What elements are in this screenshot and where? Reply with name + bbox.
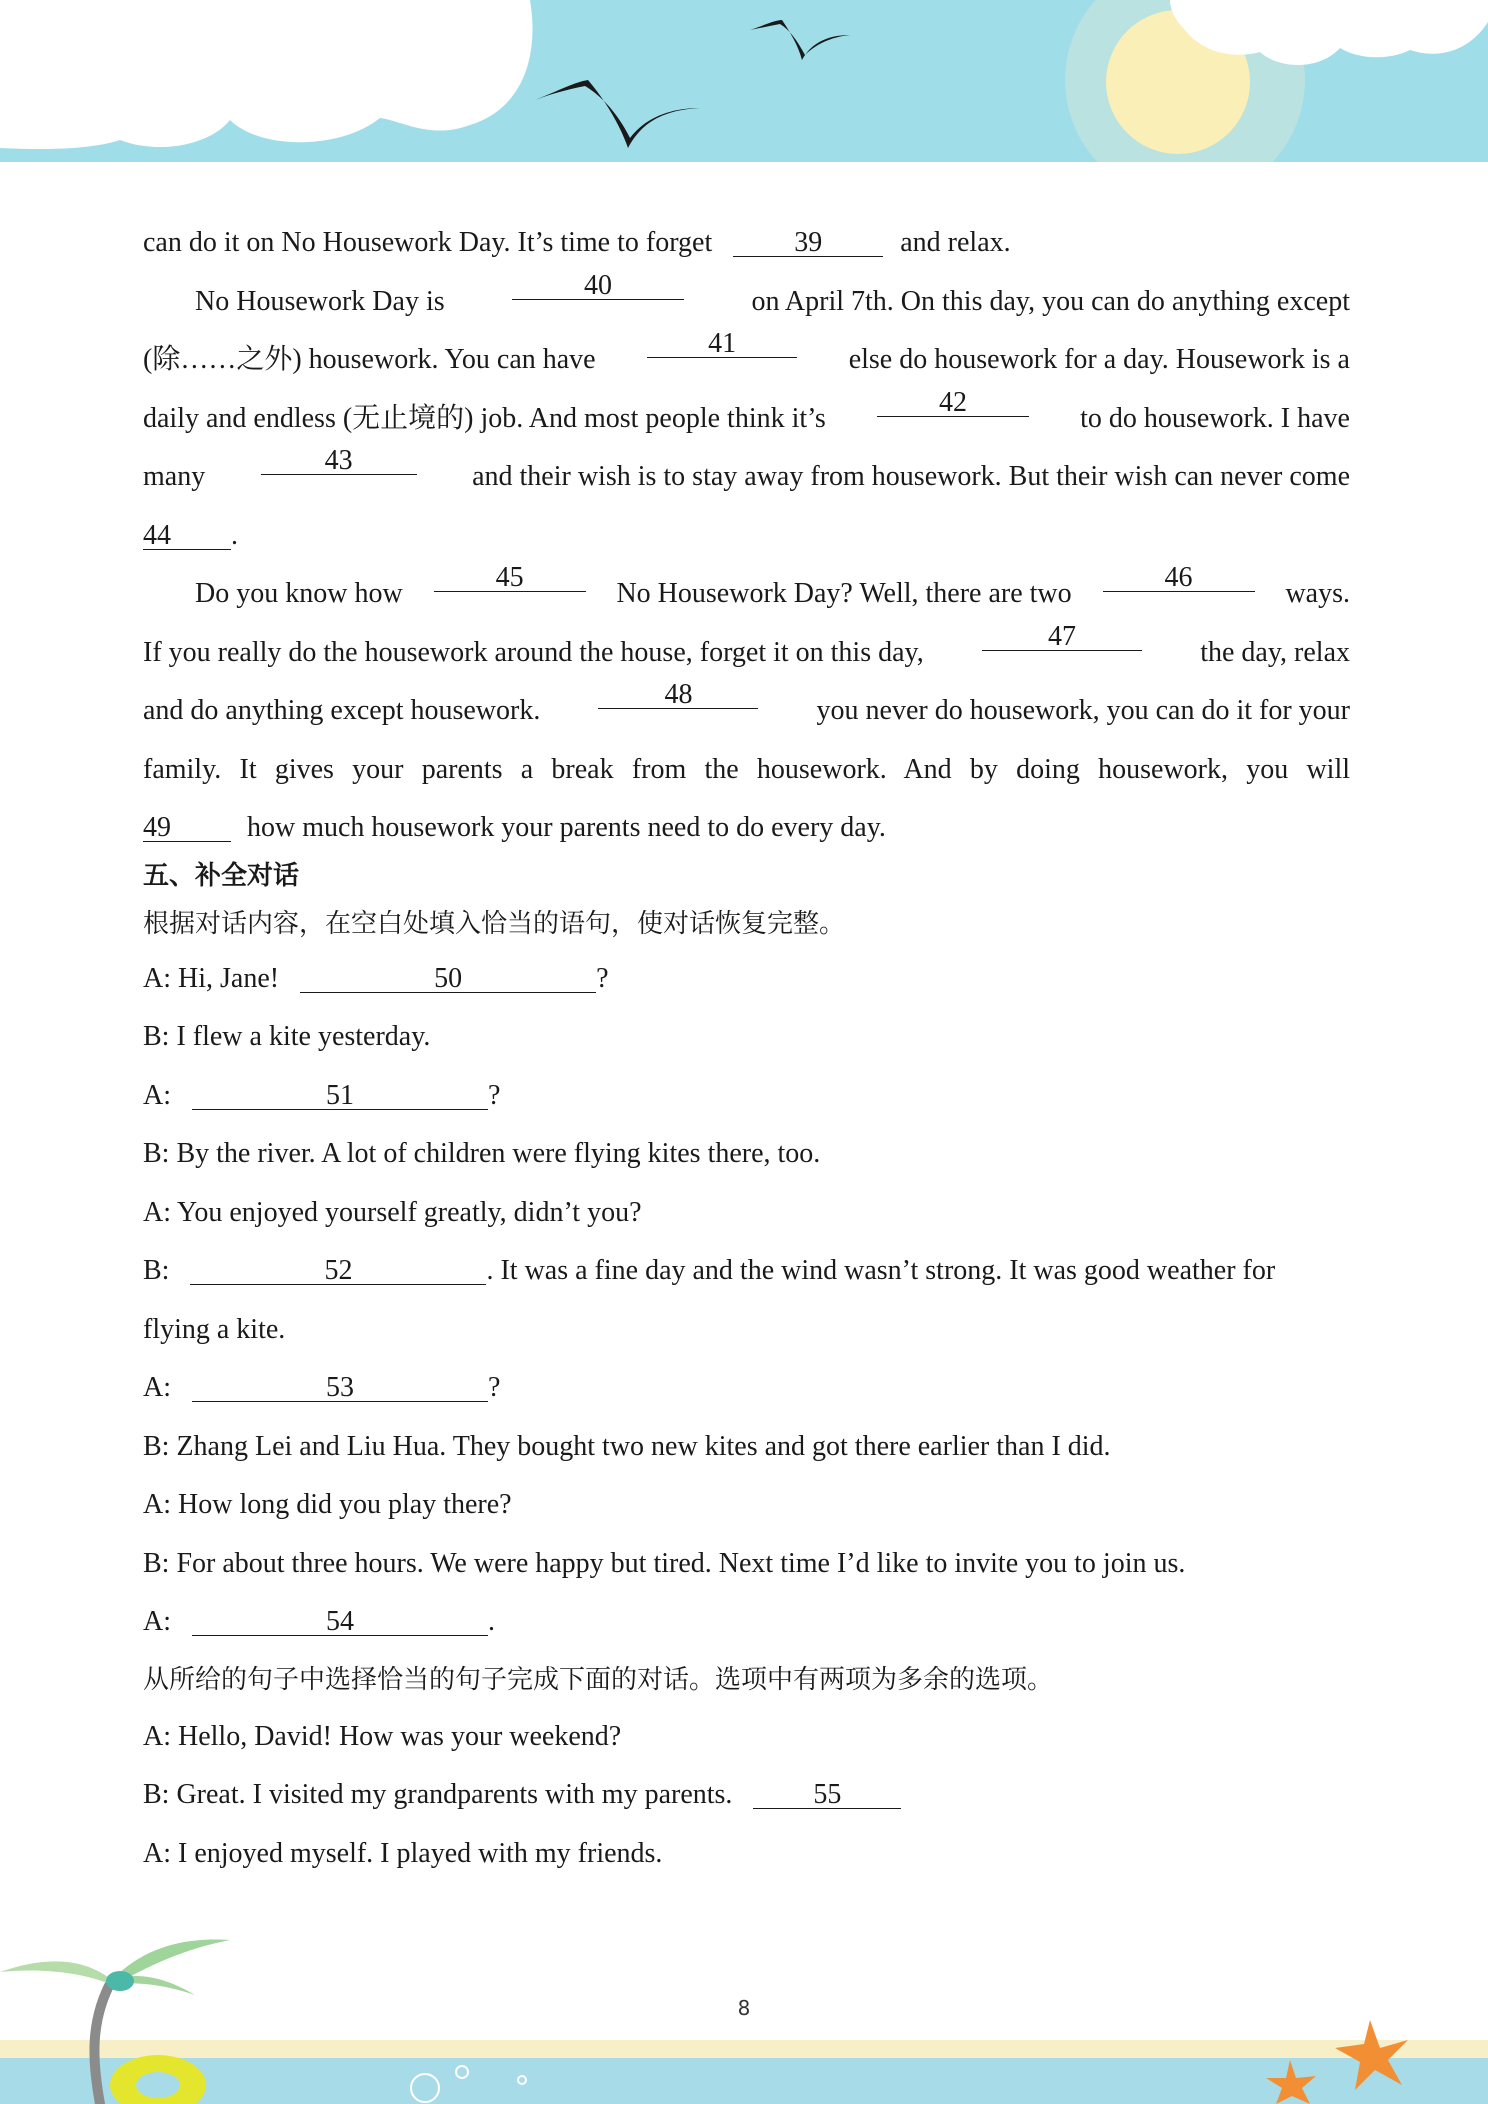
passage-text: and relax. [900,227,1011,258]
answer-blank-46[interactable]: 46 [1103,565,1255,592]
passage-text: how much housework your parents need to do every day. [247,812,886,843]
passage-text: Do you know how [195,578,403,609]
answer-blank-45[interactable]: 45 [434,565,586,592]
passage-text: you never do housework, you can do it for your [816,695,1350,726]
answer-blank-48[interactable]: 48 [598,682,758,709]
instruction-text: 根据对话内容，在空白处填入恰当的语句，使对话恢复完整。 [143,908,846,939]
dialogue-line: A: You enjoyed yourself greatly, didn’t you? [143,1196,642,1228]
answer-blank-53[interactable]: 53 [192,1375,488,1402]
passage-text: No Housework Day is [195,285,445,317]
passage-line [143,620,1350,683]
passage-line [143,741,1350,800]
dialogue-line: B: Zhang Lei and Liu Hua. They bought two new kites and got there earlier than I did. [143,1430,1111,1462]
passage-text: . [231,519,238,551]
section-title: 五、补全对话 [143,860,300,891]
answer-blank-42[interactable]: 42 [877,390,1029,417]
dialogue-line: flying a kite. [143,1313,286,1345]
dialogue-line: A: I enjoyed myself. I played with my friends. [143,1837,663,1869]
dialogue-line: B: For about three hours. We were happy but tired. Next time I’d like to invite you to join us. [143,1547,1186,1579]
answer-blank-44[interactable]: 44 [143,523,231,550]
answer-blank-52[interactable]: 52 [190,1258,486,1285]
passage-line [143,386,1350,449]
passage-text: to do housework. I have [1080,402,1350,434]
header-sky-decoration [0,0,1488,170]
passage-line [143,679,1350,741]
answer-blank-55[interactable]: 55 [753,1782,901,1809]
passage-text: can do it on No Housework Day. It’s time to forget [143,227,713,258]
answer-blank-40[interactable]: 40 [512,273,684,300]
passage-text: ways. [1285,578,1350,609]
answer-blank-50[interactable]: 50 [300,966,596,993]
answer-blank-39[interactable]: 39 [733,230,883,257]
answer-blank-49[interactable]: 49 [143,815,231,842]
passage-line [143,445,1350,507]
dialogue-line: B: 52 . It was a fine day and the wind wasn’t strong. It was good weather for [143,1255,1276,1286]
cloud-left-icon [0,0,533,149]
page-number: 8 [737,1996,751,2020]
passage-text: on April 7th. On this day, you can do anything except [751,285,1350,317]
passage-line [143,269,1350,332]
passage-text: else do housework for a day. Housework is a [848,344,1350,375]
passage-text: family. It gives your parents a break from the housework. And by doing housework, you will [143,753,1350,785]
passage-text: If you really do the housework around the house, forget it on this day, [143,636,924,668]
passage-line [143,799,1350,858]
passage-line [143,328,1350,390]
worksheet-content [143,214,1350,1883]
passage-text: (除……之外) housework. You can have [143,344,596,375]
passage-text: many [143,461,206,492]
passage-line [143,214,1350,273]
passage-text: and their wish is to stay away from housework. But their wish can never come [472,461,1350,492]
dialogue-line: A: 54 . [143,1606,495,1637]
dialogue-line: A: 53 ? [143,1372,501,1403]
dialogue-line: A: Hi, Jane! 50 ? [143,962,609,994]
dialogue-line: B: By the river. A lot of children were flying kites there, too. [143,1138,821,1169]
passage-line [143,507,1350,566]
dialogue-line: B: I flew a kite yesterday. [143,1021,431,1052]
passage-text: the day, relax [1200,636,1350,668]
passage-line [143,562,1350,624]
dialogue-line: A: Hello, David! How was your weekend? [143,1720,622,1752]
passage-text: and do anything except housework. [143,695,541,726]
dialogue-line: A: 51 ? [143,1079,501,1111]
answer-blank-47[interactable]: 47 [982,624,1142,651]
answer-blank-54[interactable]: 54 [192,1609,488,1636]
passage-text: No Housework Day? Well, there are two [616,578,1072,609]
footer-beach-decoration [0,1920,1488,2104]
answer-blank-43[interactable]: 43 [261,448,417,475]
passage-text: daily and endless (无止境的) job. And most people think it’s [143,402,826,434]
instruction-text: 从所给的句子中选择恰当的句子完成下面的对话。选项中有两项为多余的选项。 [143,1664,1054,1695]
dialogue-line: A: How long did you play there? [143,1489,512,1520]
dialogue-line: B: Great. I visited my grandparents with my parents. 55 [143,1766,1350,1825]
answer-blank-41[interactable]: 41 [647,331,797,358]
answer-blank-51[interactable]: 51 [192,1083,488,1110]
